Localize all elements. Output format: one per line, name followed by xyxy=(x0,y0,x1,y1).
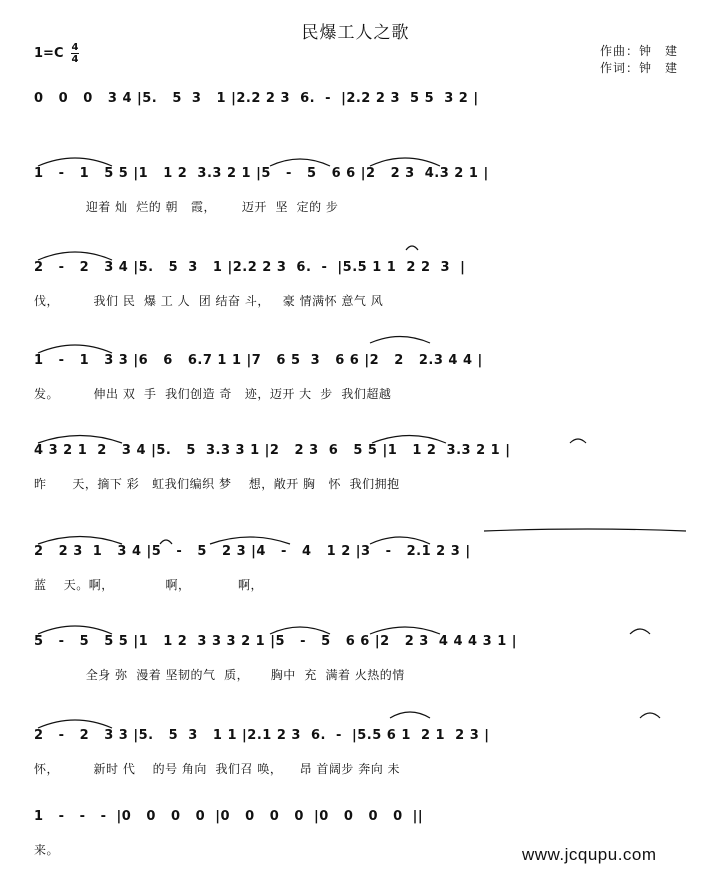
lyric-line: 来。 xyxy=(34,843,60,857)
notation-line: 1 - 1 5 5 |1 1 2 3.3 2 1 |5 - 5 6 6 |2 2 3 4.3 2 1 | xyxy=(34,166,489,181)
notation-line: 2 2 3 1 3 4 |5 - 5 2 3 |4 - 4 1 2 |3 - 2.1 2 3 | xyxy=(34,544,471,559)
score-system-3 xyxy=(0,257,711,347)
key-signature: 1=C xyxy=(34,46,64,61)
meter-bottom: 4 xyxy=(71,54,79,65)
lyric-line: 迎着 灿 烂的 朝 霞， 迈开 坚 定的 步 xyxy=(34,200,339,214)
lyric-line: 怀， 新时 代 的号 角向 我们召 唤， 昂 首阔步 奔向 未 xyxy=(34,762,401,776)
time-signature xyxy=(70,42,80,65)
meter-top: 4 xyxy=(71,42,79,53)
lyric-line: 蓝 天。啊， 啊， 啊， xyxy=(34,578,263,592)
score-system-4 xyxy=(0,350,711,440)
notation-line: 4 3 2 1 2 3 4 |5. 5 3.3 3 1 |2 2 3 6 5 5 |1 1 2 3.3 2 1 | xyxy=(34,443,511,458)
site-watermark: www.jcqupu.com xyxy=(522,845,657,864)
lyric-line: 昨 天，摘下 彩 虹我们编织 梦 想，敞开 胸 怀 我们拥抱 xyxy=(34,477,400,491)
notation-line: 0 0 0 3 4 |5. 5 3 1 |2.2 2 3 6. - |2.2 2 3 5 5 3 2 | xyxy=(34,91,479,106)
score-system-2 xyxy=(0,163,711,253)
lyric-line xyxy=(34,122,684,142)
notation-line: 2 - 2 3 4 |5. 5 3 1 |2.2 2 3 6. - |5.5 1 1 2 2 3 | xyxy=(34,260,466,275)
score-system-8 xyxy=(0,725,711,815)
page-title: 民爆工人之歌 xyxy=(301,23,410,43)
composer-credit: 作曲：钟 建 xyxy=(600,44,679,58)
lyricist-credit: 作词：钟 建 xyxy=(600,61,679,75)
score-system-7 xyxy=(0,631,711,721)
score-system-5 xyxy=(0,440,711,530)
notation-line: 2 - 2 3 3 |5. 5 3 1 1 |2.1 2 3 6. - |5.5 6 1 2 1 2 3 | xyxy=(34,728,490,743)
score-system-6 xyxy=(0,541,711,631)
lyric-line: 伐， 我们 民 爆 工 人 团 结奋 斗， 豪 情满怀 意气 风 xyxy=(34,294,384,308)
notation-line: 5 - 5 5 5 |1 1 2 3 3 3 2 1 |5 - 5 6 6 |2 2 3 4 4 4 3 1 | xyxy=(34,634,518,649)
notation-line: 1 - 1 3 3 |6 6 6.7 1 1 |7 6 5 3 6 6 |2 2 2.3 4 4 | xyxy=(34,353,483,368)
notation-line: 1 - - - |0 0 0 0 |0 0 0 0 |0 0 0 0 || xyxy=(34,809,424,824)
lyric-line: 全身 弥 漫着 坚韧的气 质， 胸中 充 满着 火热的情 xyxy=(34,668,405,682)
lyric-line: 发。 伸出 双 手 我们创造 奇 迹，迈开 大 步 我们超越 xyxy=(34,387,392,401)
